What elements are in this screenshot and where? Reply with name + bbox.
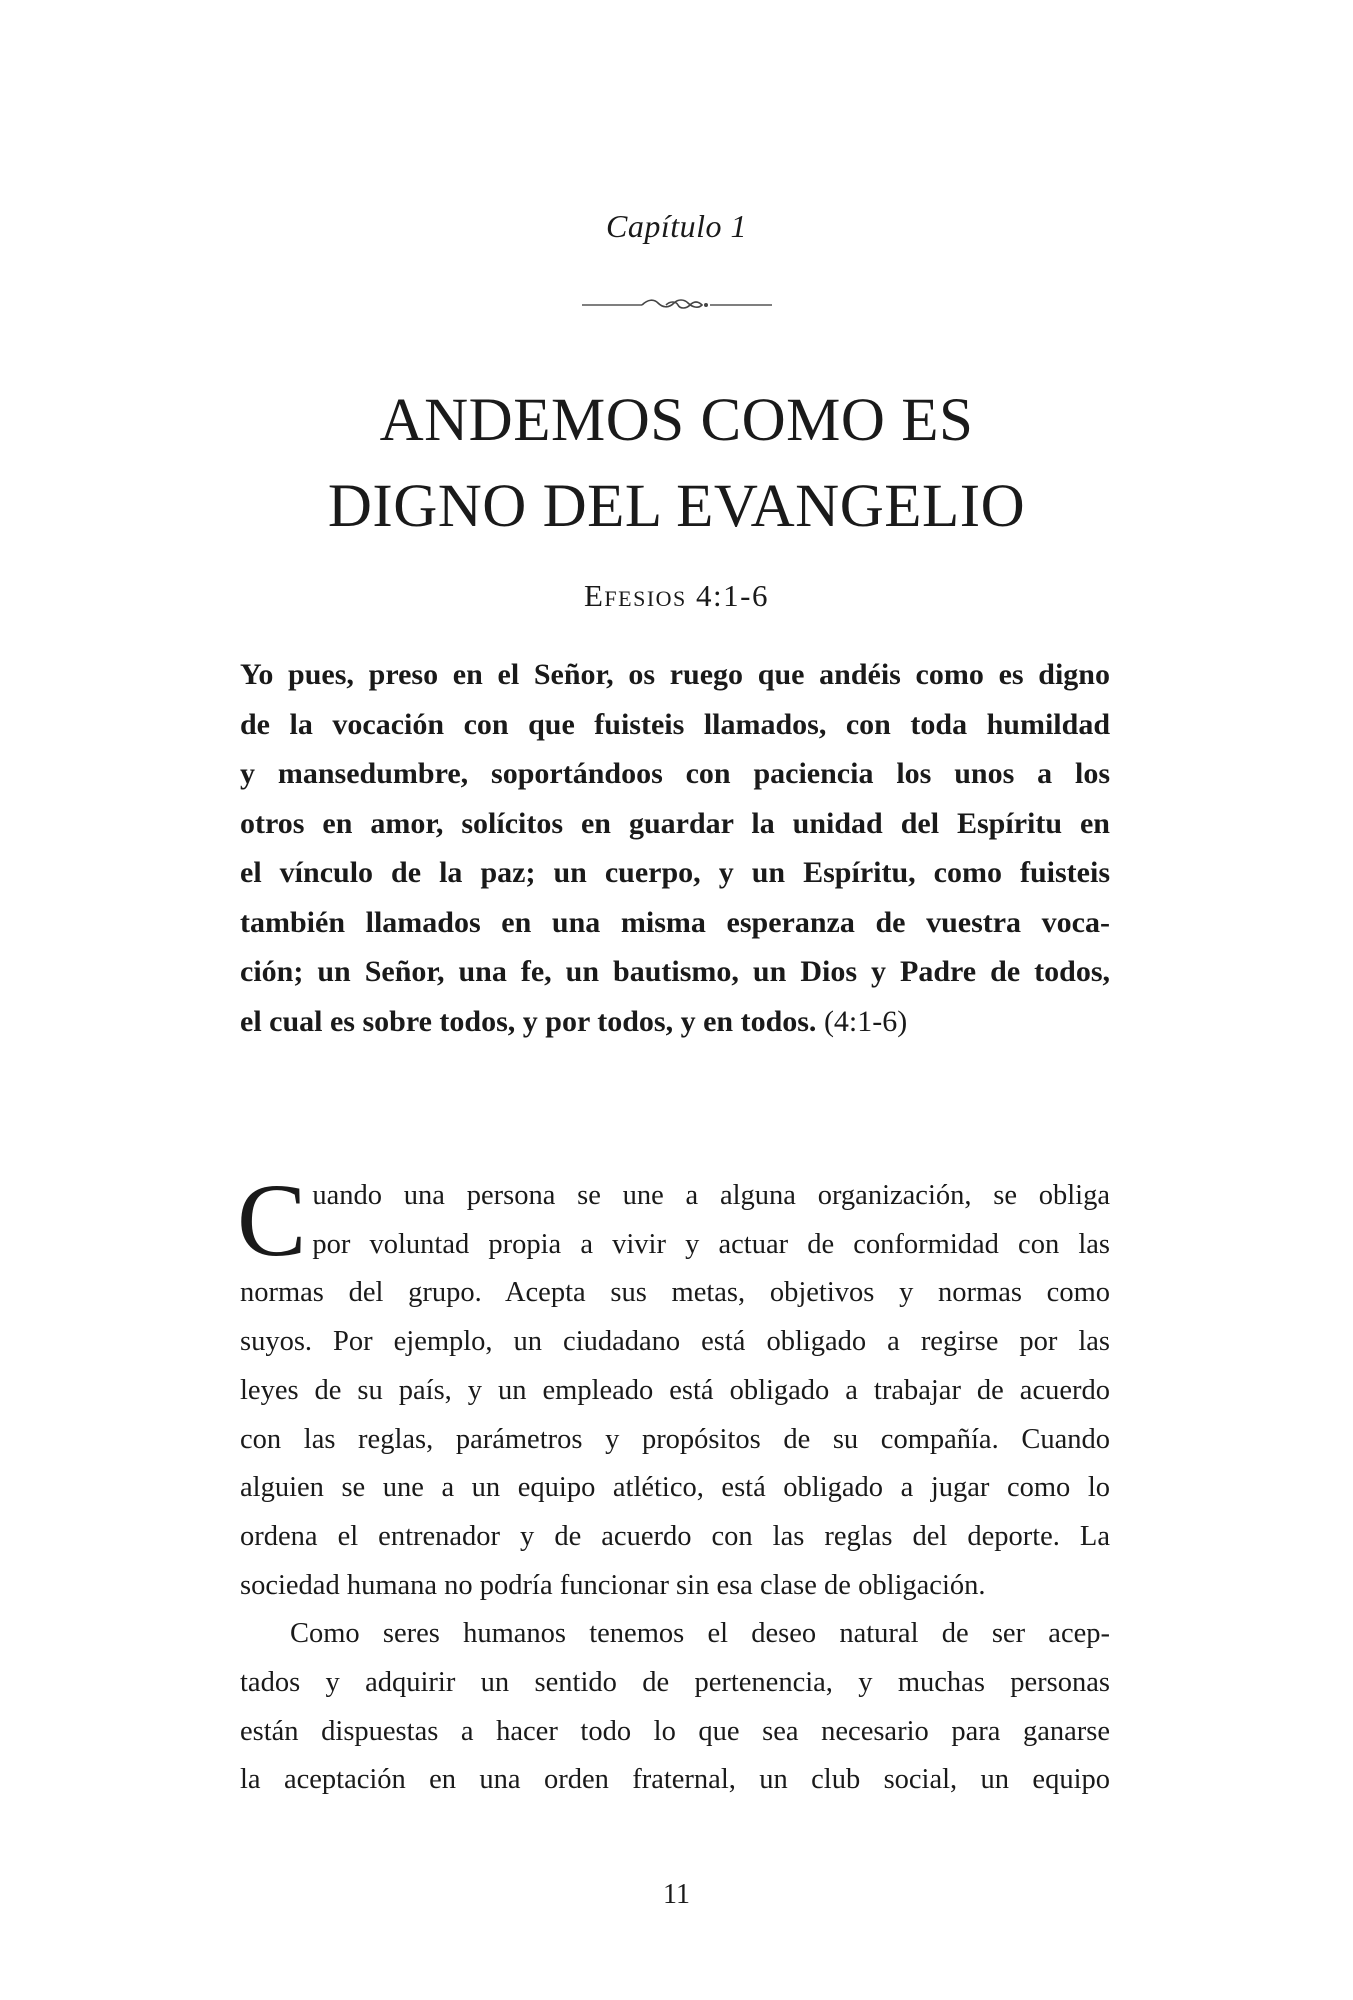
paragraph-line: Como seres humanos tenemos el deseo natural de ser acep- xyxy=(290,1618,1110,1650)
epigraph-line: otros en amor, solícitos en guardar la unidad del Espíritu en xyxy=(240,806,1110,840)
paragraph-line: suyos. Por ejemplo, un ciudadano está obligado a regirse por las xyxy=(240,1326,1110,1358)
paragraph-line: alguien se une a un equipo atlético, está obligado a jugar como lo xyxy=(240,1472,1110,1504)
paragraph-line: están dispuestas a hacer todo lo que sea necesario para ganarse xyxy=(240,1715,1110,1747)
paragraph-line: normas del grupo. Acepta sus metas, objetivos y normas como xyxy=(240,1277,1110,1309)
chapter-title xyxy=(0,378,1353,550)
paragraph-line: tados y adquirir un sentido de pertenencia, y muchas personas xyxy=(240,1667,1110,1699)
chapter-title-line-2: DIGNO DEL EVANGELIO xyxy=(327,473,1026,540)
page-number: 11 xyxy=(663,1879,690,1910)
epigraph-line: de la vocación con que fuisteis llamados, con toda humildad xyxy=(240,707,1110,741)
paragraph-line: uando una persona se une a alguna organización, se obliga xyxy=(312,1180,1110,1211)
chapter-label: Capítulo 1 xyxy=(605,208,747,244)
scripture-reference: Efesios 4:1-6 xyxy=(584,578,769,613)
epigraph-line: Yo pues, preso en el Señor, os ruego que andéis como es digno xyxy=(240,658,1110,691)
epigraph-line: el vínculo de la paz; un cuerpo, y un Espíritu, como fuisteis xyxy=(240,856,1110,889)
body-text xyxy=(237,1163,1110,1805)
epigraph-line: ción; un Señor, una fe, un bautismo, un Dios y Padre de todos, xyxy=(240,955,1110,988)
paragraph-2 xyxy=(240,1610,1110,1805)
decorative-flourish-icon xyxy=(582,287,772,323)
epigraph-last-line xyxy=(240,997,1110,1047)
paragraph-1 xyxy=(237,1163,1110,1610)
epigraph-line: también llamados en una misma esperanza de vuestra voca- xyxy=(240,905,1110,939)
paragraph-line: la aceptación en una orden fraternal, un club social, un equipo xyxy=(240,1764,1110,1796)
epigraph-last-text: el cual es sobre todos, y por todos, y en todos. xyxy=(240,1004,817,1038)
paragraph-line: con las reglas, parámetros y propósitos de su compañía. Cuando xyxy=(240,1423,1110,1455)
paragraph-line: leyes de su país, y un empleado está obligado a trabajar de acuerdo xyxy=(240,1374,1110,1406)
paragraph-line: sociedad humana no podría funcionar sin esa clase de obligación. xyxy=(240,1569,986,1601)
epigraph-line: y mansedumbre, soportándoos con paciencia los unos a los xyxy=(240,757,1110,790)
paragraph-line: ordena el entrenador y de acuerdo con las reglas del deporte. La xyxy=(240,1520,1110,1552)
drop-cap: C xyxy=(237,1163,307,1278)
epigraph-quote xyxy=(240,650,1110,1046)
epigraph-citation: (4:1-6) xyxy=(823,1004,908,1038)
chapter-title-line-1: ANDEMOS COMO ES xyxy=(379,387,974,454)
paragraph-line: por voluntad propia a vivir y actuar de conformidad con las xyxy=(312,1228,1110,1260)
